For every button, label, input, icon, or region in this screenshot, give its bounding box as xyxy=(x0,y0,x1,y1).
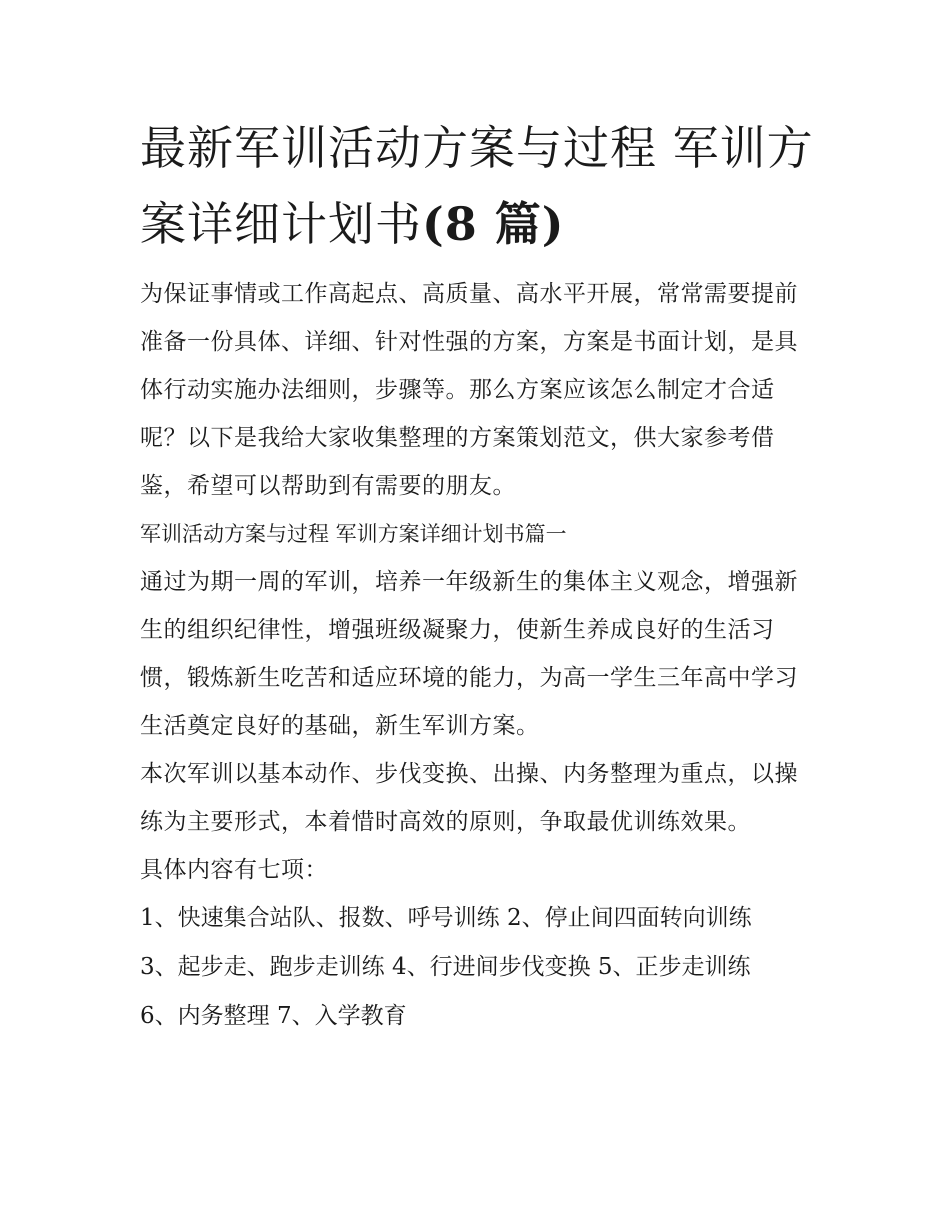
training-focus-paragraph: 本次军训以基本动作、步伐变换、出操、内务整理为重点，以操练为主要形式，本着惜时高效的原则，争取最优训练效果。 xyxy=(140,761,798,835)
intro-paragraph: 为保证事情或工作高起点、高质量、高水平开展，常常需要提前准备一份具体、详细、针对性强的方案，方案是书面计划，是具体行动实施办法细则，步骤等。那么方案应该怎么制定才合适呢？以下是我给大家收集整理的方案策划范文，供大家参考借鉴，希望可以帮助到有需要的朋友。 xyxy=(140,281,798,499)
content-intro: 具体内容有七项： xyxy=(140,857,328,883)
document-page xyxy=(140,110,820,1041)
list-item: 3、起步走、跑步走训练 4、行进间步伐变换 5、正步走训练 xyxy=(140,954,751,980)
section-heading: 军训活动方案与过程 军训方案详细计划书篇一 xyxy=(140,522,567,546)
title-count: (8 篇) xyxy=(422,197,565,251)
list-item: 1、快速集合站队、报数、呼号训练 2、停止间四面转向训练 xyxy=(140,905,752,931)
training-goal-paragraph: 通过为期一周的军训，培养一年级新生的集体主义观念，增强新生的组织纪律性，增强班级凝聚力，使新生养成良好的生活习惯，锻炼新生吃苦和适应环境的能力，为高一学生三年高中学习生活奠定良好的基础，新生军训方案。 xyxy=(140,569,798,739)
document-title xyxy=(140,110,820,262)
list-item: 6、内务整理 7、入学教育 xyxy=(140,1003,407,1029)
title-text: 最新军训活动方案与过程 军训方案详细计划书 xyxy=(140,121,814,251)
